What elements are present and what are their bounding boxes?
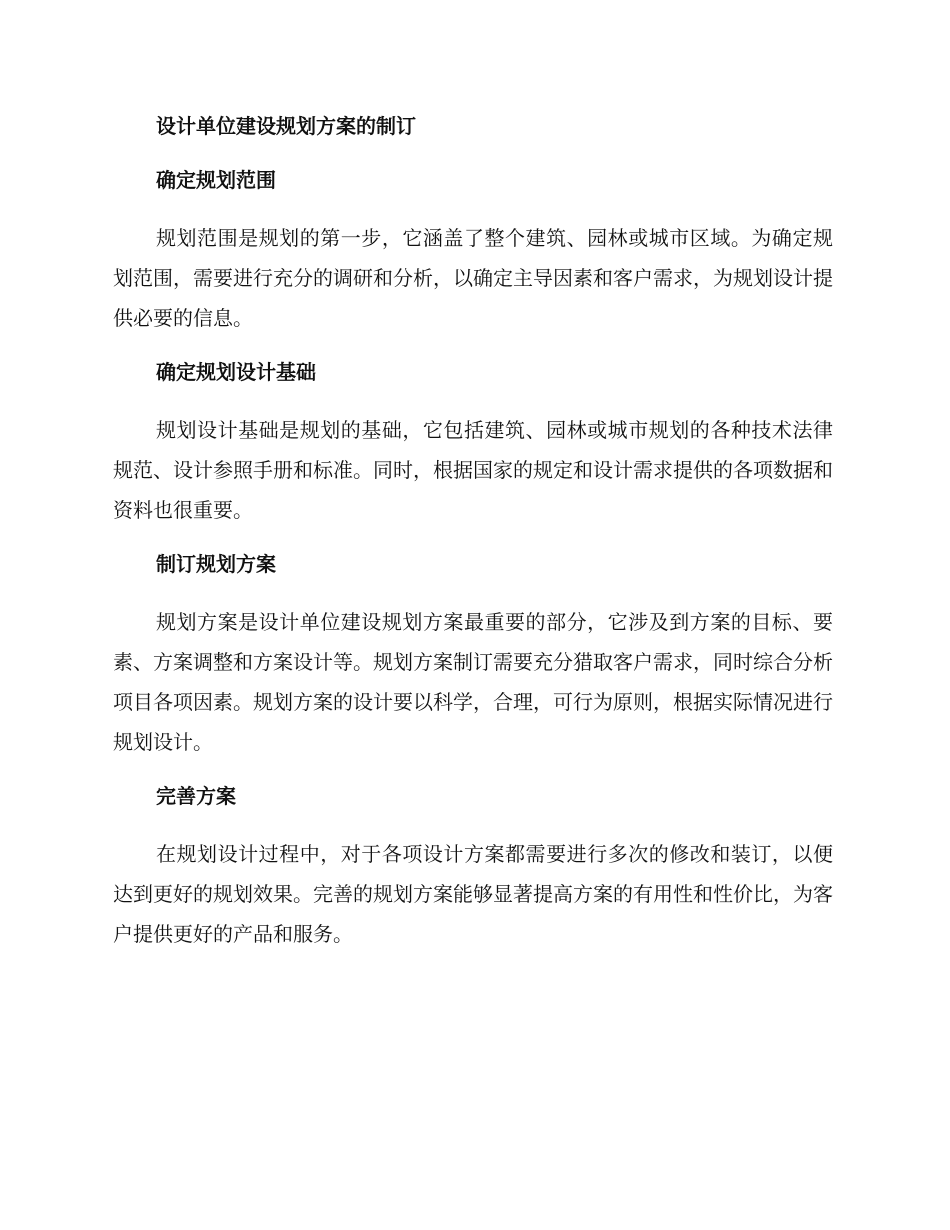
section-heading-improve: 完善方案 — [156, 784, 236, 808]
section-body-basis: 规划设计基础是规划的基础，它包括建筑、园林或城市规划的各种技术法律规范、设计参照手册和标准。同时，根据国家的规定和设计需求提供的各项数据和资料也很重要。 — [113, 418, 833, 522]
section-body-scope: 规划范围是规划的第一步，它涵盖了整个建筑、园林或城市区域。为确定规划范围，需要进行充分的调研和分析，以确定主导因素和客户需求，为规划设计提供必要的信息。 — [113, 226, 833, 330]
document-content — [113, 110, 833, 972]
section-body-plan: 规划方案是设计单位建设规划方案最重要的部分，它涉及到方案的目标、要素、方案调整和方案设计等。规划方案制订需要充分猎取客户需求，同时综合分析项目各项因素。规划方案的设计要以科学，合理，可行为原则，根据实际情况进行规划设计。 — [113, 610, 833, 754]
section-heading-scope: 确定规划范围 — [156, 168, 276, 192]
section-heading-basis: 确定规划设计基础 — [156, 360, 316, 384]
section-heading-plan: 制订规划方案 — [156, 552, 276, 576]
section-body-improve: 在规划设计过程中，对于各项设计方案都需要进行多次的修改和装订，以便达到更好的规划效果。完善的规划方案能够显著提高方案的有用性和性价比，为客户提供更好的产品和服务。 — [113, 842, 833, 946]
document-title: 设计单位建设规划方案的制订 — [156, 114, 416, 138]
